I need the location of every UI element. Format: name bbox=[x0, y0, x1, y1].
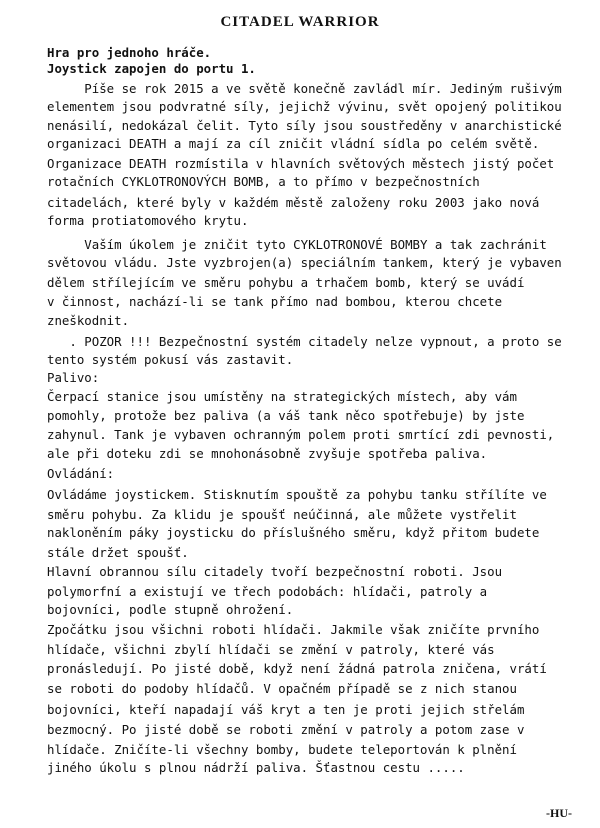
text-line: forma protiatomového krytu. bbox=[47, 213, 249, 228]
text-line: elementem jsou podvratné síly, jejichž vývinu, svět opojený politikou bbox=[47, 99, 562, 114]
text-line: organizaci DEATH a mají za cíl zničit vládní sídla po celém světě. bbox=[47, 136, 540, 151]
text-line: bojovníci, kteří napadají váš kryt a ten je proti jejich střelám bbox=[47, 702, 525, 717]
text-line: bezmocný. Po jisté době se roboti změní v patroly a potom zase v bbox=[47, 722, 525, 737]
text-line: rotačních CYKLOTRONOVÝCH BOMB, a to přímo v bezpečnostních bbox=[47, 174, 480, 189]
text-line: . POZOR !!! Bezpečnostní systém citadely nelze vypnout, a proto se bbox=[47, 334, 562, 349]
text-line: nakloněním páky joysticku do příslušného směru, když přitom budete bbox=[47, 525, 540, 540]
text-line: hlídače. Zničíte-li všechny bomby, budete teleportován k plnění bbox=[47, 742, 517, 757]
text-line: Joystick zapojen do portu 1. bbox=[47, 61, 256, 76]
text-line: Ovládáme joystickem. Stisknutím spouště za pohybu tanku střílíte ve bbox=[47, 487, 547, 502]
text-line: v činnost, nachází-li se tank přímo nad bombou, kterou chcete bbox=[47, 294, 503, 309]
text-line: jiného úkolu s plnou nádrží paliva. Šťastnou cestu ..... bbox=[47, 760, 465, 775]
text-line: dělem střílejícím ve směru pohybu a trhačem bomb, který se uvádí bbox=[47, 275, 525, 290]
text-line: Hra pro jednoho hráče. bbox=[47, 45, 212, 60]
text-line: citadelách, které byly v každém městě založeny roku 2003 jako nová bbox=[47, 195, 540, 210]
text-line: tento systém pokusí vás zastavit. bbox=[47, 352, 294, 367]
text-line: Organizace DEATH rozmístila v hlavních světových městech jistý počet bbox=[47, 156, 555, 171]
text-line: polymorfní a existují ve třech podobách: hlídači, patroly a bbox=[47, 584, 488, 599]
text-line: pronásledují. Po jisté době, když není žádná patrola zničena, vrátí bbox=[47, 661, 547, 676]
text-line: zahynul. Tank je vybaven ochranným polem proti smrtící zdi pevnosti, bbox=[47, 427, 555, 442]
text-line: ale při doteku zdi se mnohonásobně zvyšuje spotřeba paliva. bbox=[47, 446, 488, 461]
text-line: Píše se rok 2015 a ve světě konečně zavládl mír. Jediným rušivým bbox=[47, 81, 562, 96]
text-line: Čerpací stanice jsou umístěny na strategických místech, aby vám bbox=[47, 389, 517, 404]
text-line: světovou vládu. Jste vyzbrojen(a) speciálním tankem, který je vybaven bbox=[47, 255, 562, 270]
text-line: Ovládání: bbox=[47, 466, 115, 481]
text-line: Palivo: bbox=[47, 370, 100, 385]
text-line: Hlavní obrannou sílu citadely tvoří bezpečnostní roboti. Jsou bbox=[47, 564, 503, 579]
text-line: nenásilí, nedokázal čelit. Tyto síly jsou soustředěny v anarchistické bbox=[47, 118, 562, 133]
text-line: bojovníci, podle stupně ohrožení. bbox=[47, 602, 294, 617]
text-line: pomohly, protože bez paliva (a váš tank něco spotřebuje) by jste bbox=[47, 408, 525, 423]
text-line: stále držet spoušť. bbox=[47, 545, 189, 560]
text-line: Vaším úkolem je zničit tyto CYKLOTRONOVÉ BOMBY a tak zachránit bbox=[47, 237, 547, 252]
text-line: se roboti do podoby hlídačů. V opačném případě se z nich stanou bbox=[47, 681, 517, 696]
text-line: hlídače, všichni zbylí hlídači se změní v patroly, které vás bbox=[47, 642, 495, 657]
document-title: CITADEL WARRIOR bbox=[220, 14, 380, 30]
text-line: Zpočátku jsou všichni roboti hlídači. Jakmile však zničíte prvního bbox=[47, 622, 540, 637]
text-line: směru pohybu. Za klidu je spoušť neúčinná, ale můžete vystřelit bbox=[47, 507, 517, 522]
page-footer: -HU- bbox=[546, 806, 572, 820]
text-line: zneškodnit. bbox=[47, 313, 130, 328]
